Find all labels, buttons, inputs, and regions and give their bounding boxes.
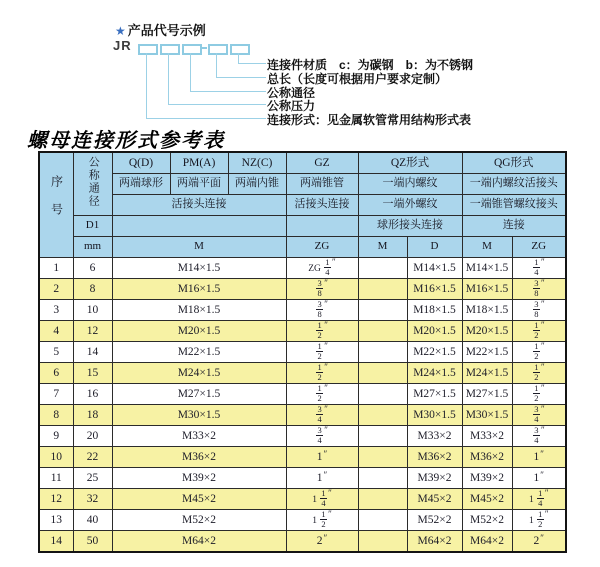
cell-qz-m bbox=[358, 447, 407, 468]
cell-qg-zg bbox=[512, 279, 566, 300]
fraction: $\frac{3}{4}$ bbox=[317, 425, 322, 445]
fraction: $\frac{1}{2}$ bbox=[534, 362, 539, 382]
fraction: $\frac{1}{2}$ bbox=[317, 320, 322, 340]
cell-qg-zg: 1″ bbox=[512, 447, 566, 468]
fraction: $\frac{1}{2}$ bbox=[538, 509, 543, 529]
inch-prefix: 1 bbox=[312, 515, 317, 526]
cell-no: 13 bbox=[39, 510, 73, 531]
fraction: $\frac{1}{2}$ bbox=[317, 383, 322, 403]
inch-mark: ″ bbox=[324, 299, 328, 309]
cell-qg-m: M30×1.5 bbox=[462, 405, 512, 426]
cell-dn: 6 bbox=[73, 258, 112, 279]
table-row bbox=[39, 510, 566, 531]
fraction: $\frac{1}{4}$ bbox=[321, 488, 326, 508]
cell-qg-m: M20×1.5 bbox=[462, 321, 512, 342]
inch-mark: ″ bbox=[541, 341, 545, 351]
header-qz-d: D bbox=[407, 237, 462, 258]
cell-qg-zg: 1″ bbox=[512, 468, 566, 489]
cell-no: 9 bbox=[39, 426, 73, 447]
cell-qz-m bbox=[358, 489, 407, 510]
cell-qg-m: M16×1.5 bbox=[462, 279, 512, 300]
header-seq: 序号 bbox=[39, 152, 73, 258]
header-nz-code: NZ(C) bbox=[228, 152, 286, 174]
cell-qg-m: M27×1.5 bbox=[462, 384, 512, 405]
inch-mark: ″ bbox=[544, 509, 549, 519]
cell-m: M33×2 bbox=[112, 426, 286, 447]
header-blank-left bbox=[112, 216, 286, 237]
cell-no: 5 bbox=[39, 342, 73, 363]
cell-dn: 14 bbox=[73, 342, 112, 363]
header-qg-end2: 一端锥管螺纹接头 bbox=[462, 195, 566, 216]
cell-qz-d: M20×1.5 bbox=[407, 321, 462, 342]
cell-no: 6 bbox=[39, 363, 73, 384]
cell-qg-m: M64×2 bbox=[462, 531, 512, 553]
inch-mark: ″ bbox=[324, 278, 328, 288]
cell-qz-m bbox=[358, 384, 407, 405]
cell-qg-m: M18×1.5 bbox=[462, 300, 512, 321]
cell-qz-m bbox=[358, 363, 407, 384]
cell-dn: 15 bbox=[73, 363, 112, 384]
table-body bbox=[39, 258, 566, 553]
fraction: $\frac{3}{8}$ bbox=[534, 278, 539, 298]
cell-qz-d: M18×1.5 bbox=[407, 300, 462, 321]
cell-dn: 20 bbox=[73, 426, 112, 447]
inch-mark: ″ bbox=[324, 320, 328, 330]
header-gz-connection: 活接头连接 bbox=[286, 195, 358, 216]
fraction: $\frac{1}{2}$ bbox=[317, 341, 322, 361]
cell-qz-d: M52×2 bbox=[407, 510, 462, 531]
inch-mark: ″ bbox=[324, 404, 328, 414]
cell-qz-m bbox=[358, 300, 407, 321]
cell-qg-zg bbox=[512, 510, 566, 531]
inch-mark: ″ bbox=[324, 383, 328, 393]
cell-m: M45×2 bbox=[112, 489, 286, 510]
cell-zg bbox=[286, 258, 358, 279]
table-row bbox=[39, 363, 566, 384]
cell-dn: 25 bbox=[73, 468, 112, 489]
cell-zg bbox=[286, 342, 358, 363]
cell-qg-zg bbox=[512, 489, 566, 510]
fraction: $\frac{1}{4}$ bbox=[534, 257, 539, 277]
inch-mark: ″ bbox=[541, 383, 545, 393]
cell-dn: 12 bbox=[73, 321, 112, 342]
inch-mark: ″ bbox=[324, 425, 328, 435]
cell-no: 3 bbox=[39, 300, 73, 321]
cell-qz-m bbox=[358, 531, 407, 553]
cell-dn: 16 bbox=[73, 384, 112, 405]
cell-zg bbox=[286, 279, 358, 300]
cell-qz-d: M30×1.5 bbox=[407, 405, 462, 426]
header-gz-code: GZ bbox=[286, 152, 358, 174]
inch-mark: ″ bbox=[541, 299, 545, 309]
diagram-heading bbox=[115, 20, 206, 39]
inch-prefix: 1 bbox=[528, 515, 534, 526]
cell-dn: 40 bbox=[73, 510, 112, 531]
header-qg-m: M bbox=[462, 237, 512, 258]
leader-line-connection bbox=[146, 53, 266, 119]
fraction: $\frac{1}{2}$ bbox=[321, 509, 326, 529]
cell-no: 2 bbox=[39, 279, 73, 300]
nut-connection-table bbox=[38, 151, 567, 553]
diagram-label-material: 连接件材质 c：为碳钢 b：为不锈钢 bbox=[267, 58, 474, 72]
inch-mark: ″ bbox=[328, 509, 332, 519]
cell-m: M16×1.5 bbox=[112, 279, 286, 300]
header-nz-ends: 两端内锥 bbox=[228, 174, 286, 195]
header-q-code: Q(D) bbox=[112, 152, 170, 174]
cell-qz-m bbox=[358, 405, 407, 426]
table-row bbox=[39, 405, 566, 426]
header-qg-code: QG形式 bbox=[462, 152, 566, 174]
inch-prefix: 1 bbox=[528, 494, 534, 505]
cell-m: M20×1.5 bbox=[112, 321, 286, 342]
header-qg-connection: 连接 bbox=[462, 216, 566, 237]
cell-qg-zg bbox=[512, 258, 566, 279]
inch-mark: ″ bbox=[328, 488, 332, 498]
fraction: $\frac{1}{2}$ bbox=[534, 383, 539, 403]
table-title: 螺母连接形式参考表 bbox=[27, 130, 225, 152]
cell-qz-d: M14×1.5 bbox=[407, 258, 462, 279]
cell-qg-m: M24×1.5 bbox=[462, 363, 512, 384]
inch-mark: ″ bbox=[540, 469, 544, 480]
cell-qz-m bbox=[358, 279, 407, 300]
inch-prefix: 1 bbox=[312, 494, 317, 505]
table-row bbox=[39, 531, 566, 553]
cell-no: 12 bbox=[39, 489, 73, 510]
cell-m: M52×2 bbox=[112, 510, 286, 531]
cell-qz-d: M27×1.5 bbox=[407, 384, 462, 405]
cell-qz-d: M39×2 bbox=[407, 468, 462, 489]
header-blank-gz bbox=[286, 216, 358, 237]
table-row bbox=[39, 300, 566, 321]
cell-qg-m: M22×1.5 bbox=[462, 342, 512, 363]
inch-mark: ″ bbox=[323, 532, 328, 543]
cell-dn: 32 bbox=[73, 489, 112, 510]
fraction: $\frac{3}{4}$ bbox=[534, 404, 539, 424]
cell-dn: 8 bbox=[73, 279, 112, 300]
cell-qz-d: M36×2 bbox=[407, 447, 462, 468]
cell-qg-zg bbox=[512, 426, 566, 447]
inch-mark: ″ bbox=[541, 404, 545, 414]
inch-mark: ″ bbox=[540, 448, 544, 459]
header-union-connection: 活接头连接 bbox=[112, 195, 286, 216]
header-qz-connection: 球形接头连接 bbox=[358, 216, 462, 237]
inch-mark: ″ bbox=[323, 448, 328, 459]
cell-qz-d: M22×1.5 bbox=[407, 342, 462, 363]
cell-no: 10 bbox=[39, 447, 73, 468]
inch-mark: ″ bbox=[324, 362, 328, 372]
cell-qg-zg bbox=[512, 321, 566, 342]
table-row bbox=[39, 279, 566, 300]
fraction: $\frac{3}{4}$ bbox=[534, 425, 539, 445]
diagram-label-diameter: 公称通径 bbox=[267, 86, 316, 100]
header-qg-end1: 一端内螺纹活接头 bbox=[462, 174, 566, 195]
cell-qg-m: M14×1.5 bbox=[462, 258, 512, 279]
fraction: $\frac{3}{8}$ bbox=[317, 299, 322, 319]
star-icon: ★ bbox=[115, 24, 126, 38]
cell-m: M64×2 bbox=[112, 531, 286, 553]
cell-qz-d: M64×2 bbox=[407, 531, 462, 553]
header-qz-m: M bbox=[358, 237, 407, 258]
table-row bbox=[39, 384, 566, 405]
cell-qz-d: M24×1.5 bbox=[407, 363, 462, 384]
cell-no: 4 bbox=[39, 321, 73, 342]
inch-mark: ″ bbox=[541, 278, 545, 288]
header-d1: D1 bbox=[73, 216, 112, 237]
cell-qz-m bbox=[358, 468, 407, 489]
inch-mark: ″ bbox=[323, 469, 328, 480]
cell-zg: 2″ bbox=[286, 531, 358, 553]
diagram-label-length: 总长（长度可根据用户要求定制） bbox=[267, 72, 448, 86]
header-qg-zg: ZG bbox=[512, 237, 566, 258]
table-row bbox=[39, 489, 566, 510]
header-pm-ends: 两端平面 bbox=[170, 174, 228, 195]
product-prefix: JR bbox=[113, 38, 132, 53]
cell-qg-m: M33×2 bbox=[462, 426, 512, 447]
cell-qg-zg bbox=[512, 342, 566, 363]
fraction: $\frac{3}{8}$ bbox=[317, 278, 322, 298]
cell-qg-m: M36×2 bbox=[462, 447, 512, 468]
cell-qz-d: M45×2 bbox=[407, 489, 462, 510]
cell-zg bbox=[286, 363, 358, 384]
cell-qg-zg bbox=[512, 363, 566, 384]
table-row bbox=[39, 468, 566, 489]
cell-qg-zg bbox=[512, 300, 566, 321]
header-gz-zg: ZG bbox=[286, 237, 358, 258]
cell-qz-m bbox=[358, 426, 407, 447]
cell-zg bbox=[286, 426, 358, 447]
cell-m: M36×2 bbox=[112, 447, 286, 468]
header-pm-code: PM(A) bbox=[170, 152, 228, 174]
cell-zg bbox=[286, 384, 358, 405]
inch-mark: ″ bbox=[540, 532, 544, 543]
diagram-label-pressure: 公称压力 bbox=[267, 99, 316, 113]
table-row bbox=[39, 321, 566, 342]
header-mm: mm bbox=[73, 237, 112, 258]
code-dash bbox=[201, 47, 207, 49]
inch-mark: ″ bbox=[324, 341, 328, 351]
fraction: $\frac{1}{4}$ bbox=[538, 488, 543, 508]
fraction: $\frac{3}{4}$ bbox=[317, 404, 322, 424]
cell-m: M14×1.5 bbox=[112, 258, 286, 279]
cell-no: 7 bbox=[39, 384, 73, 405]
cell-qg-zg bbox=[512, 384, 566, 405]
header-dn: 公称通径 bbox=[73, 152, 112, 216]
cell-qz-d: M33×2 bbox=[407, 426, 462, 447]
inch-prefix: ZG bbox=[308, 263, 321, 274]
inch-mark: ″ bbox=[541, 320, 545, 330]
cell-no: 8 bbox=[39, 405, 73, 426]
inch-mark: ″ bbox=[541, 362, 545, 372]
cell-no: 14 bbox=[39, 531, 73, 553]
table-row bbox=[39, 258, 566, 279]
inch-mark: ″ bbox=[332, 257, 336, 267]
cell-qz-m bbox=[358, 321, 407, 342]
fraction: $\frac{1}{2}$ bbox=[317, 362, 322, 382]
header-m-label: M bbox=[112, 237, 286, 258]
cell-qz-m bbox=[358, 510, 407, 531]
cell-zg bbox=[286, 510, 358, 531]
cell-m: M30×1.5 bbox=[112, 405, 286, 426]
cell-no: 11 bbox=[39, 468, 73, 489]
header-qz-end1: 一端内螺纹 bbox=[358, 174, 462, 195]
cell-zg: 1″ bbox=[286, 447, 358, 468]
header-q-ends: 两端球形 bbox=[112, 174, 170, 195]
inch-mark: ″ bbox=[541, 257, 545, 267]
cell-m: M27×1.5 bbox=[112, 384, 286, 405]
fraction: $\frac{1}{4}$ bbox=[325, 257, 330, 277]
cell-dn: 50 bbox=[73, 531, 112, 553]
inch-mark: ″ bbox=[541, 425, 545, 435]
cell-qg-m: M45×2 bbox=[462, 489, 512, 510]
inch-mark: ″ bbox=[544, 488, 549, 498]
fraction: $\frac{1}{2}$ bbox=[534, 341, 539, 361]
cell-zg bbox=[286, 321, 358, 342]
cell-zg: 1″ bbox=[286, 468, 358, 489]
cell-m: M22×1.5 bbox=[112, 342, 286, 363]
cell-qz-m bbox=[358, 258, 407, 279]
cell-dn: 18 bbox=[73, 405, 112, 426]
table-row bbox=[39, 342, 566, 363]
cell-no: 1 bbox=[39, 258, 73, 279]
cell-zg bbox=[286, 300, 358, 321]
header-qz-code: QZ形式 bbox=[358, 152, 462, 174]
table-header bbox=[39, 152, 566, 258]
cell-qg-zg: 2″ bbox=[512, 531, 566, 553]
cell-m: M18×1.5 bbox=[112, 300, 286, 321]
table-row bbox=[39, 426, 566, 447]
cell-zg bbox=[286, 489, 358, 510]
cell-m: M39×2 bbox=[112, 468, 286, 489]
header-gz-ends: 两端锥管 bbox=[286, 174, 358, 195]
fraction: $\frac{1}{2}$ bbox=[534, 320, 539, 340]
cell-m: M24×1.5 bbox=[112, 363, 286, 384]
cell-qg-m: M39×2 bbox=[462, 468, 512, 489]
cell-zg bbox=[286, 405, 358, 426]
cell-qg-m: M52×2 bbox=[462, 510, 512, 531]
cell-qg-zg bbox=[512, 405, 566, 426]
cell-qz-d: M16×1.5 bbox=[407, 279, 462, 300]
cell-dn: 10 bbox=[73, 300, 112, 321]
fraction: $\frac{3}{8}$ bbox=[534, 299, 539, 319]
diagram-heading-text: 产品代号示例 bbox=[127, 23, 206, 38]
table-row bbox=[39, 447, 566, 468]
cell-dn: 22 bbox=[73, 447, 112, 468]
diagram-label-connection: 连接形式：见金属软管常用结构形式表 bbox=[267, 113, 472, 127]
header-qz-end2: 一端外螺纹 bbox=[358, 195, 462, 216]
cell-qz-m bbox=[358, 342, 407, 363]
